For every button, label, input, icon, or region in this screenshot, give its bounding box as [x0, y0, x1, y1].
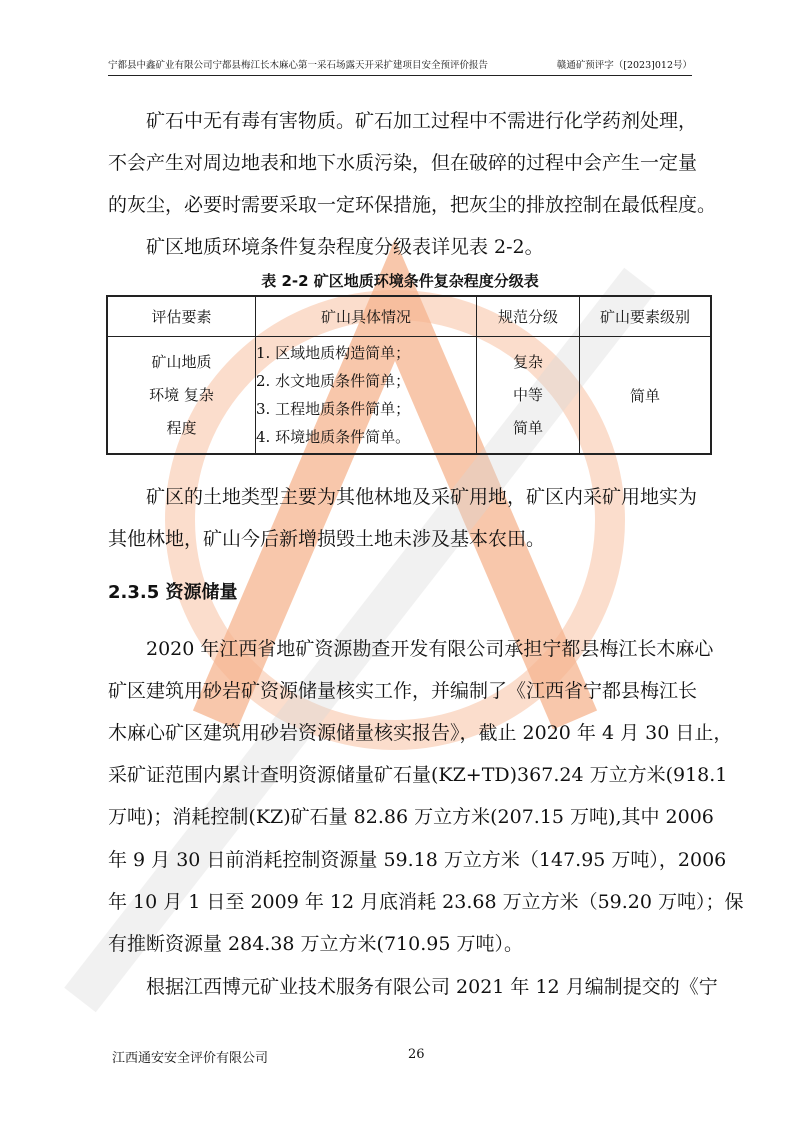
header-title: 宁都县中鑫矿业有限公司宁都县梅江长木麻心第一采石场露天开采扩建项目安全预评价报告: [108, 60, 489, 71]
paragraph-line: 矿石中无有毒有害物质。矿石加工过程中不需进行化学药剂处理，: [146, 110, 698, 132]
paragraph-line: 万吨)；消耗控制(KZ)矿石量 82.86 万立方米(207.15 万吨),其中 2006: [108, 806, 714, 828]
page-number: 26: [408, 1047, 425, 1062]
table-header-row: [107, 296, 711, 337]
paragraph-line: 矿区建筑用砂岩矿资源储量核实工作，并编制了《江西省宁都县梅江长: [108, 680, 698, 702]
column-header: 矿山要素级别: [580, 296, 712, 337]
factor-cell: 矿山地质 环境 复杂 程度: [107, 337, 256, 455]
header-doc-number: 赣通矿预评字（[2023]012号）: [556, 60, 692, 71]
paragraph-line: 的灰尘，必要时需要采取一定环保措施，把灰尘的排放控制在最低程度。: [108, 194, 717, 216]
paragraph-line: 不会产生对周边地表和地下水质污染，但在破碎的过程中会产生一定量: [108, 152, 698, 174]
page-header: [108, 57, 692, 76]
paragraph-line: 矿区的土地类型主要为其他林地及采矿用地，矿区内采矿用地实为: [146, 486, 698, 508]
paragraph-line: 矿区地质环境条件复杂程度分级表详见表 2-2。: [146, 236, 544, 258]
paragraph-line: 年 9 月 30 日前消耗控制资源量 59.18 万立方米（147.95 万吨），2006: [108, 849, 727, 871]
paragraph-line: 木麻心矿区建筑用砂岩资源储量核实报告》，截止 2020 年 4 月 30 日止，: [108, 722, 733, 744]
conditions-cell: 1. 区域地质构造简单； 2. 水文地质条件简单； 3. 工程地质条件简单； 4. 环境地质条件简单。: [256, 337, 477, 455]
table-caption: 表 2-2 矿区地质环境条件复杂程度分级表: [261, 272, 539, 290]
paragraph-line: 采矿证范围内累计查明资源储量矿石量(KZ+TD)367.24 万立方米(918.1: [108, 764, 728, 786]
footer-company: 江西通安安全评价有限公司: [112, 1051, 269, 1066]
section-heading: 2.3.5 资源储量: [108, 582, 238, 603]
paragraph-line: 根据江西博元矿业技术服务有限公司 2021 年 12 月编制提交的《宁: [146, 976, 718, 998]
paragraph-line: 2020 年江西省地矿资源勘查开发有限公司承担宁都县梅江长木麻心: [146, 638, 714, 660]
complexity-table: [106, 295, 712, 455]
paragraph-line: 其他林地，矿山今后新增损毁土地未涉及基本农田。: [108, 528, 546, 550]
column-header: 评估要素: [107, 296, 256, 337]
level-cell: 简单: [580, 337, 712, 455]
table-row: [107, 337, 711, 455]
column-header: 矿山具体情况: [256, 296, 477, 337]
column-header: 规范分级: [477, 296, 580, 337]
paragraph-line: 有推断资源量 284.38 万立方米(710.95 万吨）。: [108, 933, 523, 955]
grades-cell: 复杂 中等 简单: [477, 337, 580, 455]
paragraph-line: 年 10 月 1 日至 2009 年 12 月底消耗 23.68 万立方米（59.20 万吨）；保: [108, 891, 744, 913]
